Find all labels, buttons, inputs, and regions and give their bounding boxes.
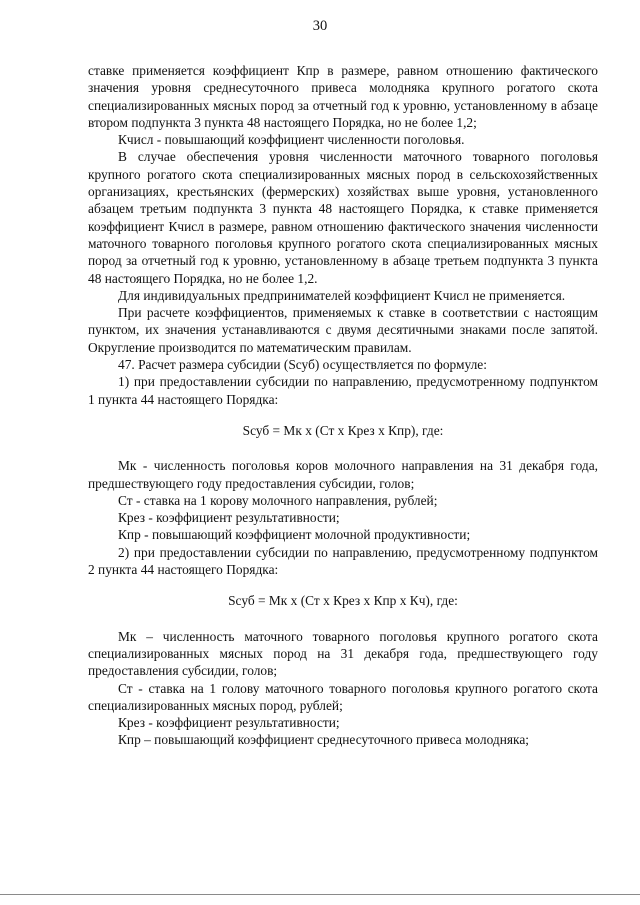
document-body bbox=[88, 62, 598, 749]
paragraph: Крез - коэффициент результативности; bbox=[118, 510, 340, 526]
page-number: 30 bbox=[312, 18, 328, 34]
paragraph: Ст - ставка на 1 корову молочного направления, рублей; bbox=[118, 492, 438, 508]
paragraph: Мк – численность маточного товарного поголовья крупного рогатого скота специализированных мясных пород на 31 декабря года, предшествующего году предоставления субсидии, голов; bbox=[88, 628, 598, 679]
paragraph: Кпр – повышающий коэффициент среднесуточного привеса молодняка; bbox=[118, 732, 530, 748]
paragraph: Кчисл - повышающий коэффициент численности поголовья. bbox=[118, 132, 465, 148]
paragraph: При расчете коэффициентов, применяемых к ставке в соответствии с настоящим пунктом, их значения устанавливаются с двумя десятичными знаками после запятой. Округление производится по математическим правилам. bbox=[88, 305, 598, 355]
bottom-divider bbox=[0, 894, 640, 895]
formula: Sсуб = Мк х (Ст х Крез х Кпр), где: bbox=[242, 422, 444, 438]
paragraph: Мк - численность поголовья коров молочного направления на 31 декабря года, предшествующего году предоставления субсидии, голов; bbox=[88, 458, 598, 491]
paragraph: Кпр - повышающий коэффициент молочной продуктивности; bbox=[118, 527, 471, 543]
paragraph: Для индивидуальных предпринимателей коэффициент Кчисл не применяется. bbox=[118, 287, 566, 303]
paragraph: 2) при предоставлении субсидии по направлению, предусмотренному подпунктом 2 пункта 44 настоящего Порядка: bbox=[88, 544, 598, 578]
paragraph: Ст - ставка на 1 голову маточного товарного поголовья крупного рогатого скота специализированных мясных пород, рублей; bbox=[88, 680, 598, 713]
paragraph: В случае обеспечения уровня численности маточного товарного поголовья крупного рогатого скота специализированных мясных пород в сельскохозяйственных организациях, крестьянских (фермерских) хозяйствах выше уровня, установленного абзацем третьим подпункта 3 пункта 48 настоящего Порядка, к ставке применяется коэффициент Кчисл в размере, равном отношению фактического значения численности маточного товарного поголовья крупного рогатого скота специализированных мясных пород за отчетный год к уровню, установленному в абзаце третьем подпункта 3 пункта 48 настоящего Порядка, но не более 1,2. bbox=[88, 149, 598, 286]
formula: Sсуб = Мк х (Ст х Крез х Кпр х Кч), где: bbox=[228, 593, 458, 609]
paragraph: Крез - коэффициент результативности; bbox=[118, 715, 340, 731]
paragraph: ставке применяется коэффициент Кпр в размере, равном отношению фактического значения уровня среднесуточного привеса молодняка крупного рогатого скота специализированных мясных пород за отчетный год к уровню, установленному в абзаце втором подпункта 3 пункта 48 настоящего Порядка, но не более 1,2; bbox=[88, 63, 598, 130]
paragraph: 47. Расчет размера субсидии (Sсуб) осуществляется по формуле: bbox=[118, 357, 487, 373]
paragraph: 1) при предоставлении субсидии по направлению, предусмотренному подпунктом 1 пункта 44 настоящего Порядка: bbox=[88, 374, 598, 407]
